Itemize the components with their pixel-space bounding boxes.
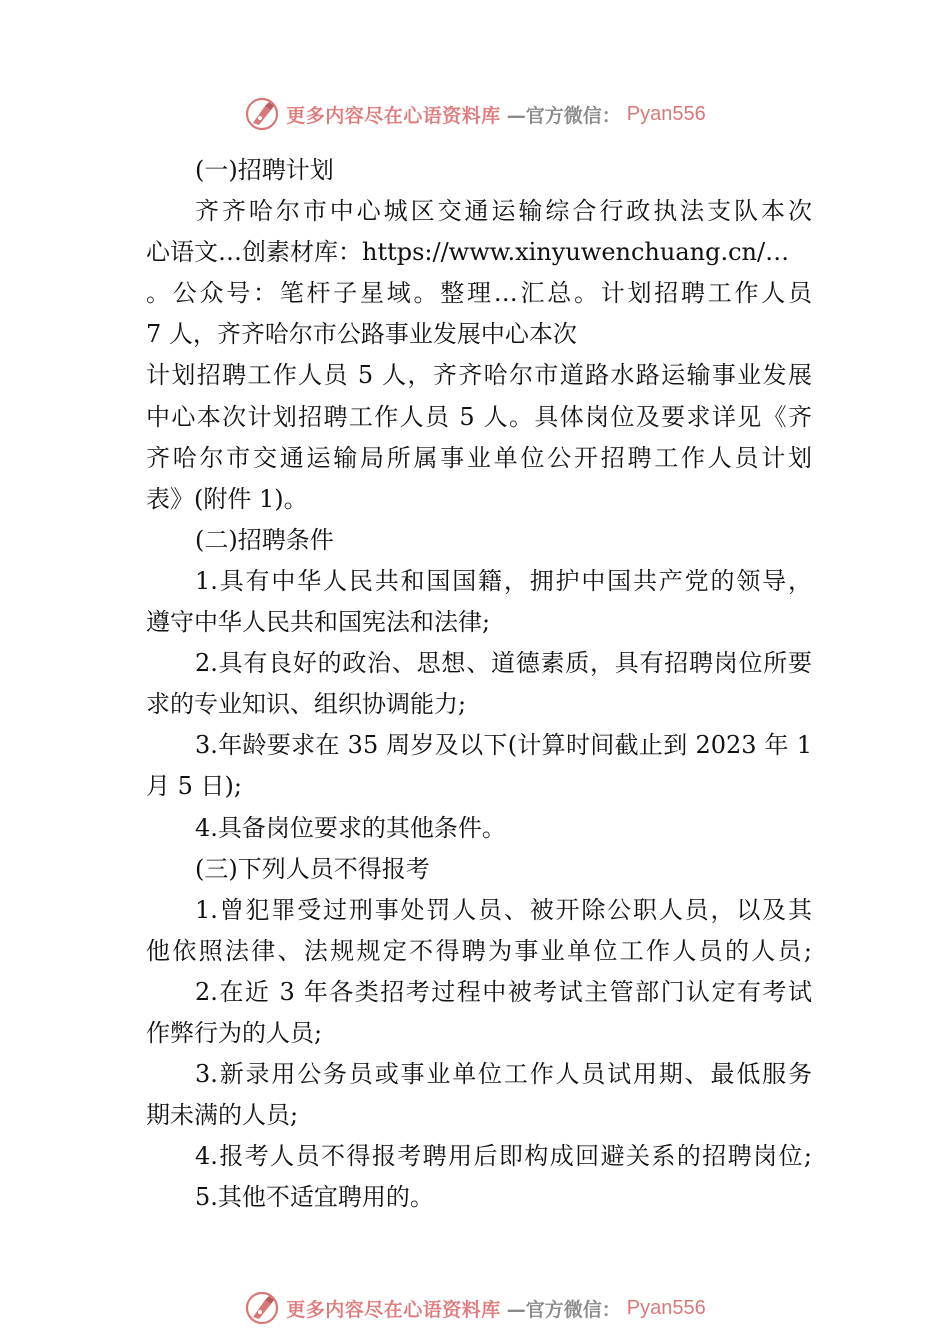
header-watermark-banner: [0, 94, 950, 134]
body-line: 月 5 日);: [146, 772, 242, 801]
body-line: 3.年龄要求在 35 周岁及以下(计算时间截止到 2023 年 1: [195, 731, 812, 760]
body-line: 心语文…创素材库：https://www.xinyuwenchuang.cn/…: [146, 238, 790, 267]
body-line: 3.新录用公务员或事业单位工作人员试用期、最低服务: [195, 1060, 812, 1089]
pen-nib-logo-icon: [244, 96, 280, 132]
watermark-wechat-id: Pyan556: [626, 102, 706, 125]
watermark-wechat-id: Pyan556: [626, 1296, 706, 1319]
document-body: [146, 150, 812, 1218]
body-line: 7 人，齐齐哈尔市公路事业发展中心本次: [146, 320, 577, 349]
body-line: 计划招聘工作人员 5 人，齐齐哈尔市道路水路运输事业发展: [146, 361, 812, 390]
body-line: 他依照法律、法规规定不得聘为事业单位工作人员的人员;: [146, 936, 812, 965]
body-line: 中心本次计划招聘工作人员 5 人。具体岗位及要求详见《齐: [146, 402, 812, 431]
footer-watermark-banner: [0, 1288, 950, 1328]
body-line: 齐齐哈尔市中心城区交通运输综合行政执法支队本次: [195, 197, 812, 226]
pen-nib-logo-icon: [244, 1290, 280, 1326]
body-line: 5.其他不适宜聘用的。: [195, 1183, 434, 1212]
body-line: 1.具有中华人民共和国国籍，拥护中国共产党的领导，: [195, 566, 812, 595]
body-line: 4.报考人员不得报考聘用后即构成回避关系的招聘岗位;: [195, 1142, 812, 1171]
body-line: 4.具备岗位要求的其他条件。: [195, 813, 506, 842]
watermark-gray-text: —官方微信：: [506, 1298, 621, 1321]
watermark-gray-text: —官方微信：: [506, 104, 621, 127]
body-line: 。公众号：笔杆子星域。整理…汇总。计划招聘工作人员: [146, 279, 812, 308]
section-heading-exclusions: (三)下列人员不得报考: [195, 854, 430, 883]
body-line: 期未满的人员;: [146, 1101, 299, 1130]
section-heading-plan: (一)招聘计划: [195, 156, 334, 184]
watermark-inner: [244, 1290, 706, 1326]
section-heading-conditions: (二)招聘条件: [195, 525, 334, 554]
body-line: 齐哈尔市交通运输局所属事业单位公开招聘工作人员计划: [146, 443, 812, 472]
body-line: 2.具有良好的政治、思想、道德素质，具有招聘岗位所要: [195, 649, 812, 678]
body-line: 1.曾犯罪受过刑事处罚人员、被开除公职人员，以及其: [195, 895, 812, 924]
body-line: 作弊行为的人员;: [146, 1018, 323, 1047]
watermark-inner: [244, 96, 706, 132]
watermark-red-text: 更多内容尽在心语资料库: [286, 104, 501, 127]
body-line: 求的专业知识、组织协调能力;: [146, 690, 467, 719]
watermark-red-text: 更多内容尽在心语资料库: [286, 1298, 501, 1321]
body-line: 遵守中华人民共和国宪法和法律;: [146, 608, 491, 637]
body-line: 表》(附件 1)。: [146, 484, 308, 513]
body-line: 2.在近 3 年各类招考过程中被考试主管部门认定有考试: [195, 977, 812, 1006]
